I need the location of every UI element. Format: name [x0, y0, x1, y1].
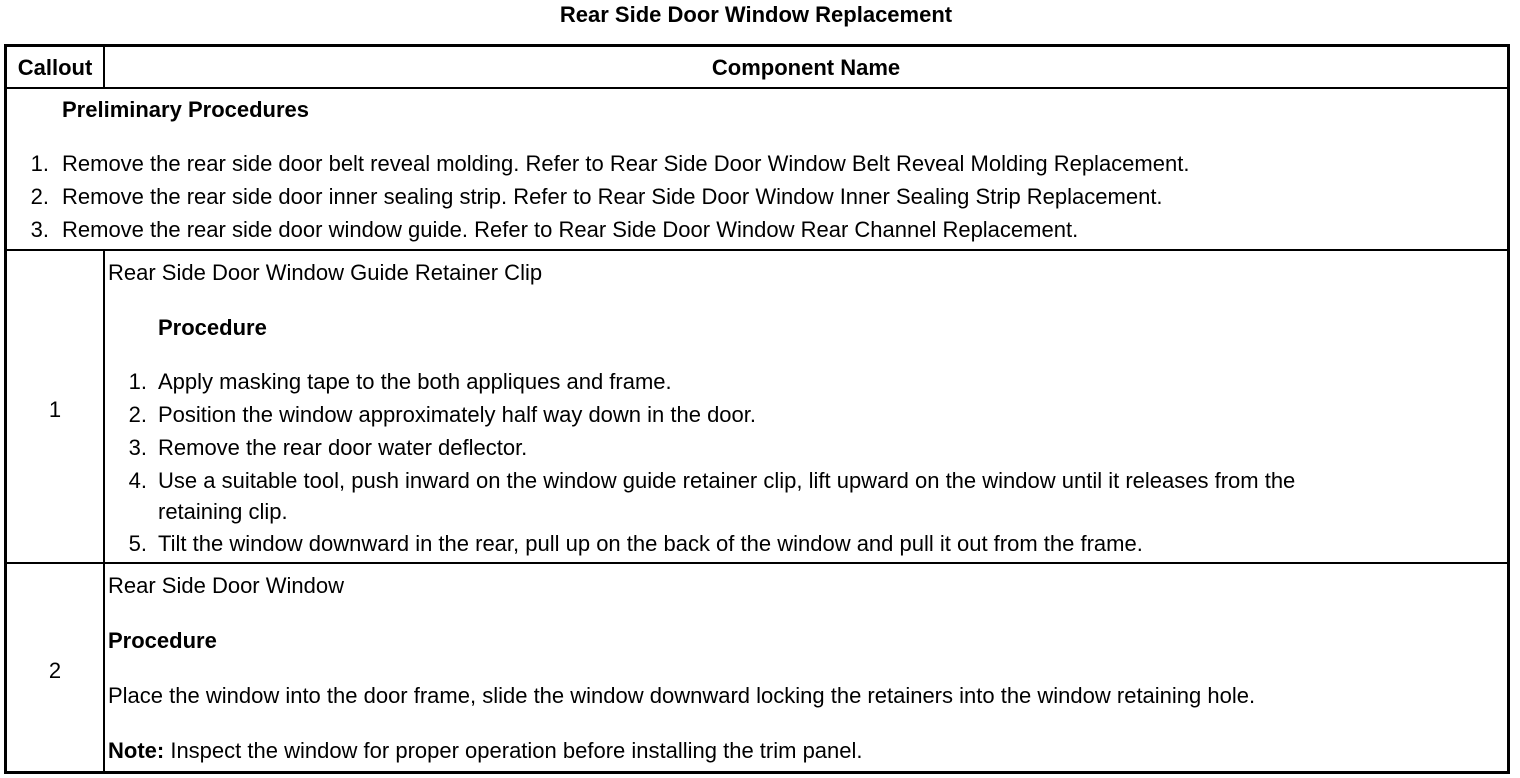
procedure-table — [4, 44, 1510, 774]
callout-2: 2 — [48, 658, 62, 683]
step-number: 1. — [30, 151, 49, 176]
list-item — [7, 147, 1487, 180]
step-text: Tilt the window downward in the rear, pull up on the back of the window and pull it out from the frame. — [158, 531, 1143, 556]
component-name-1: Rear Side Door Window Guide Retainer Clip — [108, 260, 543, 285]
list-item — [107, 365, 1497, 398]
component-name-2: Rear Side Door Window — [108, 573, 344, 598]
step-number: 4. — [128, 468, 147, 493]
callout-1: 1 — [48, 397, 62, 422]
preliminary-steps — [7, 147, 1487, 246]
preliminary-heading: Preliminary Procedures — [62, 97, 310, 122]
step-number: 5. — [128, 531, 147, 556]
page-title: Rear Side Door Window Replacement — [559, 2, 953, 27]
column-divider-rows — [103, 251, 105, 771]
header-component-name: Component Name — [711, 55, 901, 80]
note-label: Note: — [108, 738, 165, 763]
step-text: Remove the rear side door inner sealing strip. Refer to Rear Side Door Window Inner Sealing Strip Replacement. — [62, 184, 1163, 209]
step-number: 2. — [30, 184, 49, 209]
procedure-label-2: Procedure — [108, 628, 217, 653]
list-item — [107, 464, 1497, 527]
step-number: 3. — [30, 217, 49, 242]
procedure-label-1: Procedure — [158, 315, 267, 340]
note-text: Inspect the window for proper operation before installing the trim panel. — [164, 738, 863, 763]
step-text: Apply masking tape to the both appliques and frame. — [158, 369, 672, 394]
step-number: 2. — [128, 402, 147, 427]
list-item — [107, 527, 1497, 560]
step-text: Use a suitable tool, push inward on the window guide retainer clip, lift upward on the window until it releases from the — [158, 468, 1296, 493]
list-item — [7, 180, 1487, 213]
list-item — [7, 213, 1487, 246]
header-divider — [7, 87, 1507, 89]
list-item — [107, 398, 1497, 431]
preliminary-divider — [7, 249, 1507, 251]
note — [108, 738, 863, 764]
step-text: Remove the rear side door window guide. Refer to Rear Side Door Window Rear Channel Replacement. — [62, 217, 1079, 242]
procedure-text-2: Place the window into the door frame, slide the window downward locking the retainers into the window retaining hole. — [108, 683, 1256, 708]
step-text: Remove the rear side door belt reveal molding. Refer to Rear Side Door Window Belt Reveal Molding Replacement. — [62, 151, 1190, 176]
header-callout: Callout — [17, 55, 93, 80]
procedure-steps-1 — [107, 365, 1497, 560]
step-text: Position the window approximately half way down in the door. — [158, 402, 757, 427]
step-text: Remove the rear door water deflector. — [158, 435, 528, 460]
row-divider — [7, 562, 1507, 564]
step-text-continued: retaining clip. — [158, 499, 288, 524]
step-number: 3. — [128, 435, 147, 460]
step-number: 1. — [128, 369, 147, 394]
list-item — [107, 431, 1497, 464]
